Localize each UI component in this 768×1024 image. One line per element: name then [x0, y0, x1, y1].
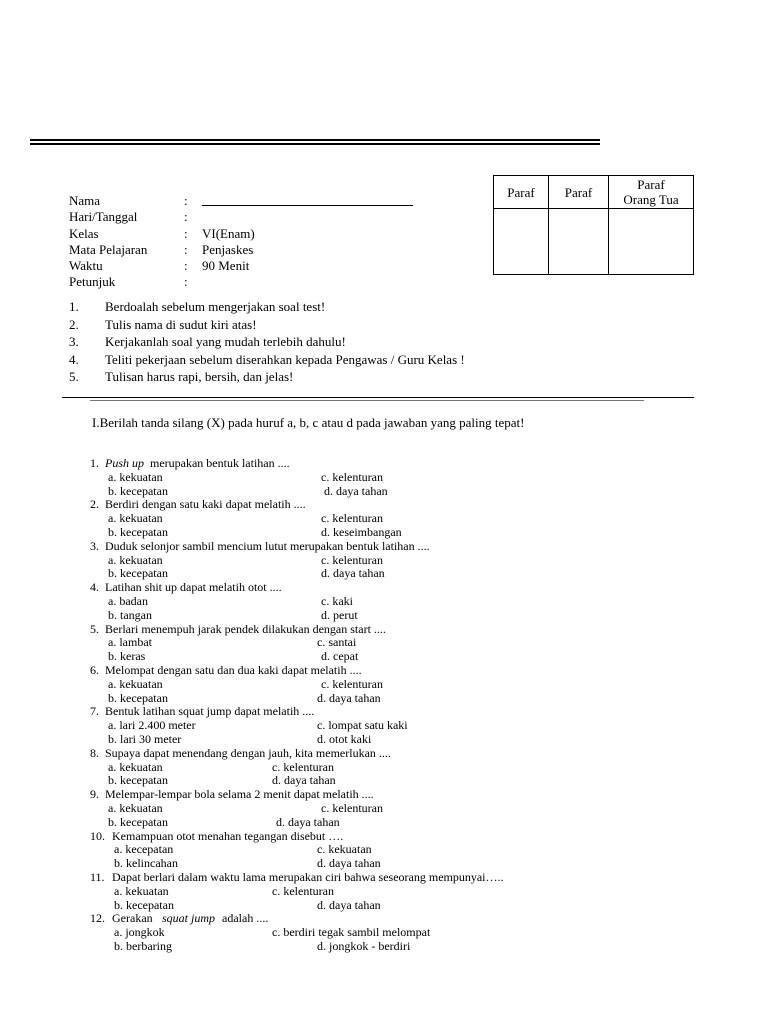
question-1: 1. Push up merupakan bentuk latihan ....	[90, 456, 290, 470]
option-d[interactable]: d. daya tahan	[276, 814, 340, 829]
paraf-header-1: Paraf	[494, 176, 549, 209]
option-d[interactable]: d. perut	[321, 607, 358, 622]
option-row	[0, 526, 768, 540]
question-11: 11. Dapat berlari dalam waktu lama merupakan ciri bahwa seseorang mempunyai…..	[90, 869, 504, 884]
option-a[interactable]: a. kekuatan	[108, 469, 163, 484]
paraf-table	[493, 175, 694, 275]
option-b[interactable]: b. tangan	[108, 607, 152, 622]
question-6: 6. Melompat dengan satu dan dua kaki dapat melatih ....	[90, 662, 362, 677]
option-b[interactable]: b. kelincahan	[114, 856, 178, 871]
question-7: 7. Bentuk latihan squat jump dapat melatih ....	[90, 704, 315, 719]
question-12: 12. Gerakan squat jump adalah ....	[90, 911, 269, 926]
question-5: 5. Berlari menempuh jarak pendek dilakukan dengan start ....	[90, 621, 386, 636]
option-row	[0, 733, 768, 747]
option-c[interactable]: c. santai	[317, 635, 357, 650]
option-c[interactable]: c. kelenturan	[321, 552, 383, 567]
option-d[interactable]: d. otot kaki	[317, 731, 372, 746]
option-a[interactable]: a. lambat	[108, 635, 152, 650]
option-d[interactable]: d. daya tahan	[324, 483, 388, 498]
option-d[interactable]: d. daya tahan	[321, 566, 385, 581]
option-row	[0, 719, 768, 733]
option-b[interactable]: b. keras	[108, 649, 146, 664]
option-d[interactable]: d. cepat	[321, 649, 359, 664]
name-blank-line[interactable]	[202, 205, 413, 206]
option-row	[0, 636, 768, 650]
option-row	[0, 485, 768, 499]
option-b[interactable]: b. berbaring	[114, 938, 172, 953]
option-d[interactable]: d. keseimbangan	[321, 524, 402, 539]
option-b[interactable]: b. kecepatan	[108, 566, 168, 581]
option-c[interactable]: c. kelenturan	[272, 883, 334, 898]
top-rule	[30, 139, 600, 141]
option-row	[0, 843, 768, 857]
option-d[interactable]: d. jongkok - berdiri	[317, 938, 411, 953]
question-list	[0, 457, 768, 954]
option-d[interactable]: d. daya tahan	[317, 690, 381, 705]
paraf-header-2: Paraf	[549, 176, 609, 209]
section-divider	[62, 397, 694, 398]
option-d[interactable]: d. daya tahan	[317, 856, 381, 871]
option-row	[0, 512, 768, 526]
question-8: 8. Supaya dapat menendang dengan jauh, kita memerlukan ....	[90, 745, 391, 760]
option-row	[0, 899, 768, 913]
option-row	[0, 857, 768, 871]
option-row	[0, 761, 768, 775]
paraf-header-orang-tua: Paraf Orang Tua	[609, 176, 694, 209]
option-c[interactable]: c. kelenturan	[321, 800, 383, 815]
option-c[interactable]: c. kaki	[321, 593, 353, 608]
option-row	[0, 692, 768, 706]
option-c[interactable]: c. kelenturan	[321, 676, 383, 691]
question-10: 10. Kemampuan otot menahan tegangan disebut ….	[90, 828, 344, 843]
option-row	[0, 678, 768, 692]
paraf-cell-2[interactable]	[549, 209, 609, 275]
option-a[interactable]: a. kekuatan	[108, 759, 163, 774]
option-a[interactable]: a. kekuatan	[108, 676, 163, 691]
paraf-cell-1[interactable]	[494, 209, 549, 275]
option-c[interactable]: c. kelenturan	[321, 469, 383, 484]
option-d[interactable]: d. daya tahan	[317, 897, 381, 912]
option-a[interactable]: a. kekuatan	[114, 883, 169, 898]
option-row	[0, 816, 768, 830]
section-divider-thin	[90, 400, 644, 401]
option-b[interactable]: b. lari 30 meter	[108, 731, 182, 746]
option-row	[0, 802, 768, 816]
option-b[interactable]: b. kecepatan	[108, 690, 168, 705]
option-row	[0, 926, 768, 940]
option-b[interactable]: b. kecepatan	[108, 524, 168, 539]
option-row	[0, 609, 768, 623]
option-b[interactable]: b. kecepatan	[108, 814, 168, 829]
option-row	[0, 885, 768, 899]
option-row	[0, 567, 768, 581]
top-rule-second	[30, 143, 600, 145]
option-c[interactable]: c. lompat satu kaki	[317, 718, 408, 733]
paraf-cell-orang-tua[interactable]	[609, 209, 694, 275]
option-b[interactable]: b. kecepatan	[108, 773, 168, 788]
question-4: 4. Latihan shit up dapat melatih otot ....	[90, 580, 282, 595]
option-a[interactable]: a. badan	[108, 593, 148, 608]
option-a[interactable]: a. kekuatan	[108, 552, 163, 567]
option-c[interactable]: c. kelenturan	[272, 759, 334, 774]
option-row	[0, 595, 768, 609]
option-row	[0, 940, 768, 954]
option-row	[0, 471, 768, 485]
option-a[interactable]: a. kekuatan	[108, 800, 163, 815]
question-3: 3. Duduk selonjor sambil mencium lutut merupakan bentuk latihan ....	[90, 538, 430, 553]
option-c[interactable]: c. berdiri tegak sambil melompat	[272, 925, 431, 940]
option-row	[0, 554, 768, 568]
option-row	[0, 650, 768, 664]
option-c[interactable]: c. kelenturan	[321, 511, 383, 526]
option-b[interactable]: b. kecepatan	[114, 897, 174, 912]
option-a[interactable]: a. kecepatan	[114, 842, 174, 857]
section-instruction: I.Berilah tanda silang (X) pada huruf a, b, c atau d pada jawaban yang paling tepat!	[92, 415, 525, 430]
option-d[interactable]: d. daya tahan	[272, 773, 336, 788]
question-9: 9. Melempar-lempar bola selama 2 menit dapat melatih ....	[90, 787, 374, 802]
option-b[interactable]: b. kecepatan	[108, 483, 168, 498]
option-row	[0, 774, 768, 788]
option-c[interactable]: c. kekuatan	[317, 842, 372, 857]
question-2: 2. Berdiri dengan satu kaki dapat melatih ....	[90, 497, 306, 512]
option-a[interactable]: a. jongkok	[114, 925, 165, 940]
option-a[interactable]: a. lari 2.400 meter	[108, 718, 196, 733]
option-a[interactable]: a. kekuatan	[108, 511, 163, 526]
